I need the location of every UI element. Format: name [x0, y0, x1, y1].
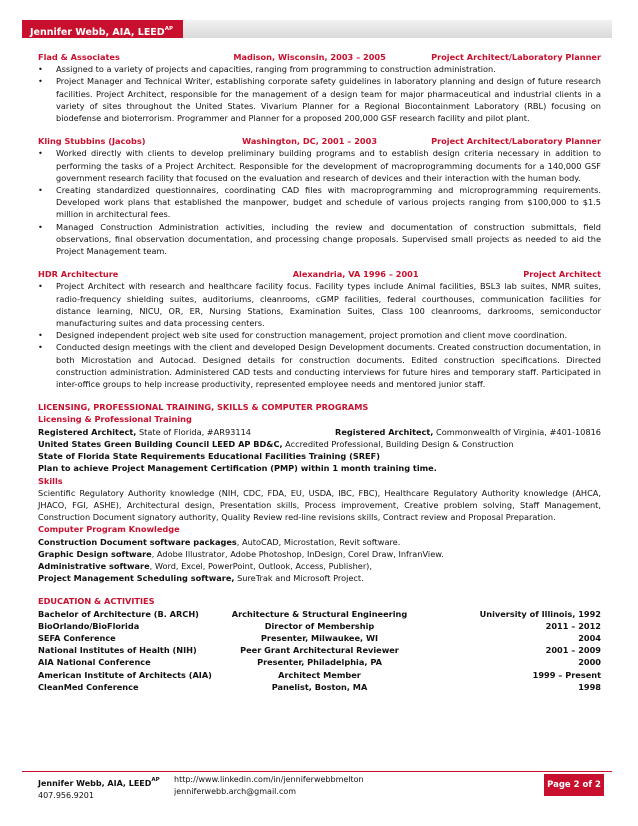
job-bullet: • Designed independent project web site used for construction management, project promotion and client move coordination.: [38, 329, 601, 341]
job-header: [38, 51, 601, 63]
footer-phone: 407.956.9201: [38, 791, 94, 800]
education-date: 1998: [578, 681, 601, 692]
education-row: [38, 632, 601, 644]
header-name-box: [22, 20, 183, 38]
education-role: Director of Membership: [264, 620, 375, 631]
email-link[interactable]: jenniferwebb.arch@gmail.com: [174, 787, 297, 796]
job-entry: [38, 268, 601, 390]
program-item: [38, 560, 601, 572]
licensing-section: [38, 401, 601, 584]
education-date: 1999 – Present: [532, 669, 601, 680]
job-bullet: • Conducted design meetings with the client and developed Design Development documents. Created construction documentation, in both Microstation and Autocad. Designed details for construction documents. Edited construction specifications. Directed construction administration. Administered CAD tests and conducting interviews for future hires and temporary staff. Participated in inter-office groups to help increase productivity, represented employee needs and mentored junior staff.: [38, 341, 601, 390]
pmp-plan: Plan to achieve Project Management Certification (PMP) within 1 month training time.: [38, 463, 437, 474]
experience-section: [38, 51, 601, 401]
programs-subheading: Computer Program Knowledge: [38, 524, 180, 535]
program-category: Administrative software: [38, 560, 150, 571]
education-role: Panelist, Boston, MA: [271, 681, 368, 692]
spacer: [38, 257, 601, 268]
registration-florida: Registered Architect, State of Florida, #AR93114: [38, 426, 251, 437]
footer-contact: [38, 774, 160, 802]
education-date: 2004: [578, 632, 601, 643]
sref-credential: State of Florida State Requirements Educational Facilities Training (SREF): [38, 451, 380, 462]
education-item: National Institutes of Health (NIH): [38, 645, 197, 656]
job-bullets: [38, 280, 601, 390]
education-row: [38, 681, 601, 693]
job-entry: [38, 51, 601, 124]
job-company: HDR Architecture: [38, 269, 119, 280]
education-item: AIA National Conference: [38, 657, 151, 668]
job-header: [38, 268, 601, 280]
registration-virginia: Registered Architect, Commonwealth of Virginia, #401-10816: [335, 426, 601, 437]
licensing-heading: LICENSING, PROFESSIONAL TRAINING, SKILLS & COMPUTER PROGRAMS: [38, 402, 369, 413]
spacer: [38, 124, 601, 135]
footer-name: Jennifer Webb, AIA, $LEED^{AP}$: [38, 777, 160, 788]
skills-subheading: Skills: [38, 475, 63, 486]
education-row: [38, 644, 601, 656]
education-item: American Institute of Architects (AIA): [38, 669, 212, 680]
job-bullets: [38, 63, 601, 124]
linkedin-link[interactable]: http://www.linkedin.com/in/jenniferwebbmelton: [174, 775, 364, 784]
licensing-subheading: Licensing & Professional Training: [38, 414, 192, 425]
program-details: SureTrak and Microsoft Project.: [234, 573, 364, 584]
footer-links: [174, 774, 364, 798]
program-category: Construction Document software packages: [38, 536, 237, 547]
programs-list: [38, 536, 601, 585]
job-location-dates: Washington, DC, 2001 – 2003: [242, 136, 378, 147]
job-bullet: • Project Architect with research and healthcare facility focus. Facility types include Animal facilities, BSL3 lab suites, NMR suites, radio-frequency shielding suites, auditoriums, cleanrooms, cGMP facilities, federal courthouses, communication facilities for distance learning, NICU, OR, ER, Nursing Stations, Examination Suites, Class 100 cleanrooms, darkrooms, semiconductor manufacturing suites and data processing centers.: [38, 280, 601, 329]
program-item: [38, 572, 601, 584]
program-category: Project Management Scheduling software,: [38, 573, 235, 584]
program-category: Graphic Design software: [38, 548, 152, 559]
education-item: BioOrlando/BioFlorida: [38, 620, 140, 631]
job-bullets: [38, 147, 601, 257]
job-title: Project Architect/Laboratory Planner: [431, 52, 601, 62]
education-row: [38, 620, 601, 632]
program-details: , Word, Excel, PowerPoint, Outlook, Access, Publisher),: [149, 560, 372, 571]
job-bullet: • Assigned to a variety of projects and capacities, ranging from programming to construction administration.: [38, 63, 601, 75]
education-role: Architecture & Structural Engineering: [231, 608, 408, 619]
job-bullet: • Project Manager and Technical Writer, establishing corporate safety guidelines in laboratory planning and design of future research facilities. Project Architect, responsible for the management of a design team for major pharmaceutical and industrial clients in a variety of sites throughout the United States. Vivarium Planner for a Regional Biocontainment Laboratory (RBL) focusing on biodefense and bioterrorism. Programmer and Planner for a proposed 200,000 GSF research facility and pilot plant.: [38, 75, 601, 124]
header-name-superscript: AP: [164, 26, 173, 32]
education-item: Bachelor of Architecture (B. ARCH): [38, 608, 199, 619]
job-title: Project Architect/Laboratory Planner: [431, 136, 601, 147]
page-number: Page 2 of 2: [544, 774, 604, 796]
job-title: Project Architect: [523, 269, 601, 280]
education-date: 2011 – 2012: [545, 620, 601, 631]
education-role: Peer Grant Architectural Reviewer: [240, 645, 399, 656]
education-role: Presenter, Philadelphia, PA: [257, 657, 382, 668]
job-company: Kling Stubbins (Jacobs): [38, 136, 146, 147]
job-bullet: • Managed Construction Administration activities, including the review and documentation of construction submittals, field observations, final observation documentation, and processing change proposals. Supervised small projects as needed to aid the Project Management team.: [38, 221, 601, 258]
program-details: , AutoCAD, Microstation, Revit software.: [236, 536, 401, 547]
job-location-dates: Madison, Wisconsin, 2003 – 2005: [233, 52, 386, 62]
header-name: Jennifer Webb, AIA, LEED: [30, 27, 165, 38]
education-heading: EDUCATION & ACTIVITIES: [38, 596, 155, 607]
program-item: [38, 548, 601, 560]
education-date: University of Illinois, 1992: [479, 608, 601, 619]
program-item: [38, 536, 601, 548]
registration-row: [38, 426, 601, 438]
program-details: , Adobe Illustrator, Adobe Photoshop, InDesign, Corel Draw, InfranView.: [151, 548, 444, 559]
education-role: Architect Member: [278, 669, 361, 680]
education-row: [38, 656, 601, 668]
education-section: [38, 595, 601, 693]
job-header: [38, 135, 601, 147]
job-bullet: • Creating standardized questionnaires, coordinating CAD files with macroprogramming and microprogramming requirements. Developed work plans that established the manpower, budget and schedule of various projects ranging from $100,000 to $1.5 million in architectural fees.: [38, 184, 601, 221]
education-date: 2000: [578, 657, 601, 668]
resume-content: [38, 51, 601, 693]
education-item: SEFA Conference: [38, 632, 116, 643]
education-date: 2001 – 2009: [545, 645, 601, 656]
spacer: [38, 390, 601, 401]
job-location-dates: Alexandria, VA 1996 – 2001: [292, 269, 419, 280]
job-entry: [38, 135, 601, 257]
job-bullet: • Worked directly with clients to develop preliminary building programs and to establish design criteria necessary in addition to performing the tasks of a Project Architect. Responsible for the development of macroprogramming documents for a 140,000 GSF government research facility that focused on the evaluation and research of devices and their interaction with the human body.: [38, 147, 601, 184]
education-item: CleanMed Conference: [38, 681, 139, 692]
education-row: [38, 669, 601, 681]
education-role: Presenter, Milwaukee, WI: [260, 632, 379, 643]
leed-credential: United States Green Building Council LEED AP BD&C, Accredited Professional, Building Design & Construction: [38, 438, 514, 449]
job-company: Flad & Associates: [38, 52, 120, 62]
footer-divider: [22, 771, 612, 772]
skills-text: Scientific Regulatory Authority knowledge (NIH, CDC, FDA, EU, USDA, IBC, FBC), Healthcare Regulatory Authority knowledge (AHCA, JHACO, FGI, ASHE), Architectural design, Presentation skills, Process improvement, Creative problem solving, Staff Management, Construction Document signatory authority, Quality Review red-line revisions skills, Contract review and Proposal Preparation.: [38, 487, 601, 523]
education-list: [38, 608, 601, 693]
education-row: [38, 608, 601, 620]
